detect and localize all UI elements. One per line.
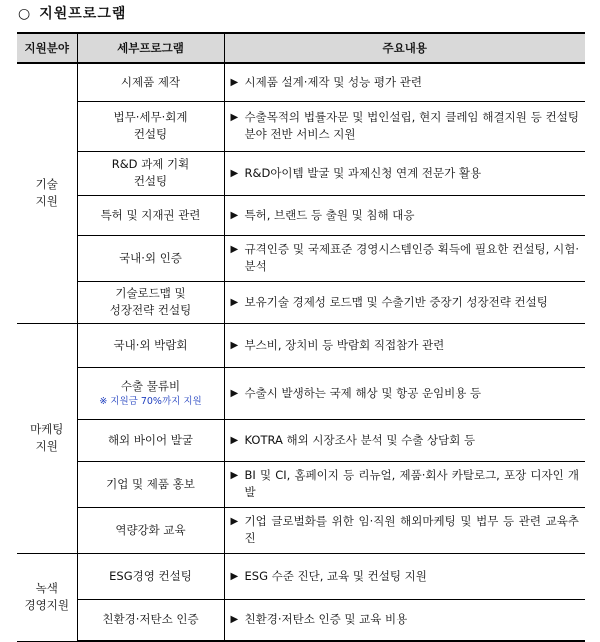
- content-text: 친환경·저탄소 인증 및 교육 비용: [244, 612, 408, 627]
- arrow-icon: ▶: [230, 209, 239, 221]
- arrow-icon: ▶: [230, 434, 239, 446]
- program-cell: 기술로드맵 및 성장전략 컨설팅: [77, 281, 224, 323]
- program-cell: 기업 및 제품 홍보: [77, 461, 224, 507]
- arrow-icon: ▶: [230, 112, 239, 123]
- content-text: R&D아이템 발굴 및 과제신청 연계 전문가 활용: [244, 165, 482, 180]
- arrow-icon: ▶: [230, 76, 239, 88]
- content-text: 특허, 브랜드 등 출원 및 침해 대응: [244, 207, 415, 222]
- content-text: 보유기술 경제성 로드맵 및 수출기반 중장기 성장전략 컨설팅: [244, 294, 548, 309]
- table-row: [17, 419, 585, 461]
- program-cell: 법무·세무·회계 컨설팅: [77, 101, 224, 151]
- program-cell: R&D 과제 기획 컨설팅: [77, 151, 224, 195]
- content-cell: [224, 281, 585, 323]
- program-cell: 수출 물류비 ※ 지원금 70%까지 지원: [77, 367, 224, 419]
- content-text: 수출시 발생하는 국제 해상 및 항공 운임비용 등: [244, 385, 482, 400]
- content-text: 규격인증 및 국제표준 경영시스템인증 획득에 필요한 컨설팅, 시험·분석: [244, 242, 579, 273]
- table-row: [17, 151, 585, 195]
- header-content: 주요내용: [224, 33, 585, 63]
- program-note: ※ 지원금 70%까지 지원: [99, 395, 202, 407]
- table-row: [17, 507, 585, 553]
- content-cell: [224, 367, 585, 419]
- content-text: KOTRA 해외 시장조사 분석 및 수출 상담회 등: [244, 432, 476, 447]
- table-row: [17, 461, 585, 507]
- title-text: 지원프로그램: [39, 6, 127, 22]
- program-cell: 해외 바이어 발굴: [77, 419, 224, 461]
- arrow-icon: ▶: [230, 516, 239, 527]
- arrow-icon: ▶: [230, 570, 239, 582]
- table-row: [17, 281, 585, 323]
- header-field: 지원분야: [17, 33, 77, 63]
- content-text: 기업 글로벌화를 위한 임·직원 해외마케팅 및 법무 등 관련 교육추진: [244, 514, 579, 545]
- program-cell: 국내·외 박람회: [77, 323, 224, 367]
- program-cell: 역량강화 교육: [77, 507, 224, 553]
- content-cell: [224, 323, 585, 367]
- content-cell: [224, 461, 585, 507]
- arrow-icon: ▶: [230, 244, 239, 255]
- field-cell: 기술 지원: [17, 63, 77, 323]
- content-cell: [224, 599, 585, 641]
- content-cell: [224, 235, 585, 281]
- content-text: ESG 수준 진단, 교육 및 컨설팅 지원: [244, 568, 427, 583]
- program-cell: 국내·외 인증: [77, 235, 224, 281]
- field-cell: 녹색 경영지원: [17, 553, 77, 641]
- arrow-icon: ▶: [230, 296, 239, 308]
- content-text: 부스비, 장치비 등 박람회 직접참가 관련: [244, 337, 445, 352]
- table-row: [17, 63, 585, 101]
- table-row: [17, 235, 585, 281]
- program-cell: 시제품 제작: [77, 63, 224, 101]
- program-table: [17, 32, 585, 642]
- arrow-icon: ▶: [230, 339, 239, 351]
- content-cell: [224, 151, 585, 195]
- content-text: BI 및 CI, 홈페이지 등 리뉴얼, 제품·회사 카탈로그, 포장 디자인 개발: [244, 468, 579, 499]
- content-cell: [224, 63, 585, 101]
- table-row: [17, 195, 585, 235]
- content-cell: [224, 101, 585, 151]
- header-program: 세부프로그램: [77, 33, 224, 63]
- section-title: [18, 3, 126, 23]
- content-cell: [224, 419, 585, 461]
- arrow-icon: ▶: [230, 470, 239, 481]
- field-cell: 마케팅 지원: [17, 323, 77, 553]
- content-text: 시제품 설계·제작 및 성능 평가 관련: [244, 74, 422, 89]
- table-body: [17, 63, 585, 641]
- arrow-icon: ▶: [230, 387, 239, 399]
- program-cell: 특허 및 지재권 관련: [77, 195, 224, 235]
- content-cell: [224, 507, 585, 553]
- content-cell: [224, 553, 585, 599]
- table-row: [17, 553, 585, 599]
- content-cell: [224, 195, 585, 235]
- content-text: 수출목적의 법률자문 및 법인설립, 현지 클레임 해결지원 등 컨설팅분야 전반 서비스 지원: [244, 110, 579, 141]
- table-header-row: [17, 33, 585, 63]
- arrow-icon: ▶: [230, 614, 239, 626]
- program-cell: 친환경·저탄소 인증: [77, 599, 224, 641]
- table-row: [17, 599, 585, 641]
- arrow-icon: ▶: [230, 167, 239, 179]
- table-row: [17, 323, 585, 367]
- table-row: [17, 367, 585, 419]
- table-row: [17, 101, 585, 151]
- program-cell: ESG경영 컨설팅: [77, 553, 224, 599]
- title-marker: ○: [18, 6, 32, 22]
